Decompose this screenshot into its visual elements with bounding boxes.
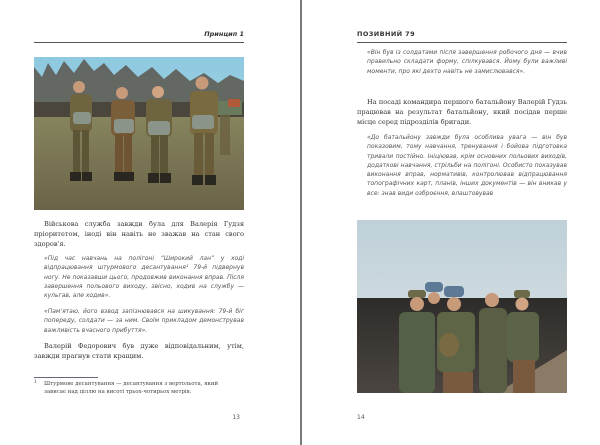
running-head: Принцип 1	[204, 30, 244, 38]
page-number: 13	[232, 414, 240, 421]
paragraph	[357, 97, 567, 127]
page-number: 14	[357, 414, 365, 421]
quote-block	[34, 307, 244, 335]
footnote-mark: 1	[34, 380, 37, 385]
quote-text: «До батальйону завжди була особлива увага — він був показовим, тому навчання, тренування і бойова підготовка тривали постійно. Ініціював, крім основних польових виходів, додаткові навчання, стрільби на полігоні. Особисто показував виконання вправ, нормативів, контролював відпрацювання топографічних карт, планів, інших документів — він вникав у все: знав види озброєння, влаштовував	[367, 134, 567, 197]
body-paragraph: Військова служба завжди була для Валерія Гудзя пріоритетом, іноді він навіть не зважав на стан свого здоров'я.	[34, 220, 244, 248]
quote-text: «Пам'ятаю, його взвод запізнювався на шикування: 79-й біг попереду, солдати — за ним. Своїм прикладом демонстрував важливість вчасного прибуття».	[44, 308, 244, 334]
footnote-text: Штурмове десантування — десантування з вертольота, який зависає над ціллю на висоті трьох-чотирьох метрів.	[44, 381, 219, 395]
left-page	[34, 0, 244, 445]
footnote	[34, 380, 239, 396]
running-head: ПОЗИВНИЙ 79	[357, 30, 416, 38]
footnote-rule	[34, 377, 98, 378]
book-spine	[300, 0, 302, 445]
quote-text: «Він був із солдатами після завершення робочого дня — вчив правильно складати форму, спілкувався. Йому були важливі моменти, про які дехто навіть не замислювався».	[367, 49, 567, 75]
body-paragraph: На посаді командира першого батальйону Валерій Гудзь працював на результат батальйону, який посідав перше місце серед підрозділів бригади.	[357, 98, 567, 126]
paragraph	[34, 219, 244, 249]
header-rule	[34, 42, 244, 43]
photo-servicemen-field	[357, 220, 567, 393]
right-page	[357, 0, 567, 445]
quote-block	[357, 133, 567, 198]
quote-text: «Під час навчань на полігоні “Широкий лан” у ході відпрацювання штурмового десантування¹ 79-й підвернув ногу. Не показавши цього, продовжив виконання вправ. Після завершення польового виходу, звісно, ходив на службу — кульгав, але ходив».	[44, 255, 244, 300]
header-rule	[357, 42, 567, 43]
body-paragraph: Валерій Федорович був дуже відповідальним, утім, завжди прагнув стати кращим.	[34, 342, 244, 360]
photo-paratroopers	[34, 57, 244, 210]
quote-block	[34, 254, 244, 300]
quote-block	[357, 48, 567, 76]
paragraph	[34, 341, 244, 361]
